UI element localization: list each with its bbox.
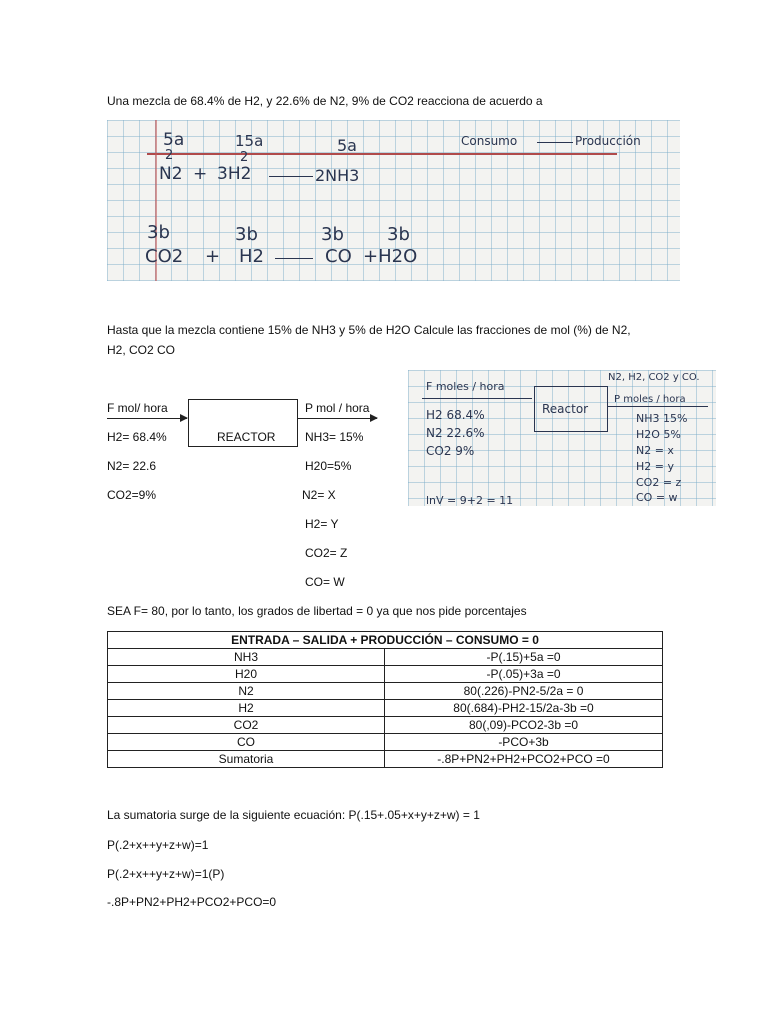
question-line-2: H2, CO2 CO (107, 343, 176, 357)
eq2-co2: CO2 (145, 246, 184, 267)
sketch-bottom-note: lnV = 9+2 = 11 (426, 494, 514, 506)
sketch-reactor-label: Reactor (542, 402, 589, 416)
sketch-feed-h2: H2 68.4% (426, 408, 485, 422)
eq1-3h2: 3H2 (217, 164, 252, 184)
product-h2o: H20=5% (305, 459, 352, 473)
product-label: P mol / hora (305, 401, 370, 415)
eq1-n2: N2 (159, 164, 183, 184)
legend-produccion: Producción (575, 134, 641, 148)
product-h2: H2= Y (305, 517, 339, 531)
den-h2: 2 (240, 150, 249, 165)
eq2-co: CO (325, 246, 352, 267)
eq1-arrow (269, 176, 313, 177)
eq1-plus: + (193, 164, 208, 184)
table-row (108, 700, 663, 717)
equation-cell: -PCO+3b (385, 734, 663, 751)
species-cell: Sumatoria (108, 751, 385, 768)
product-n2: N2= X (302, 488, 336, 502)
table-row (108, 649, 663, 666)
legend-arrow (537, 142, 573, 143)
product-nh3: NH3= 15% (305, 430, 364, 444)
sketch-feed-co2: CO2 9% (426, 444, 475, 458)
eq2-h2: H2 (239, 246, 264, 267)
balance-table (107, 631, 663, 768)
basis-text: SEA F= 80, por lo tanto, los grados de libertad = 0 ya que nos pide porcentajes (107, 604, 527, 618)
table-row (108, 666, 663, 683)
equation-cell: -P(.15)+5a =0 (385, 649, 663, 666)
sketch-feed-n2: N2 22.6% (426, 426, 485, 440)
equation-cell: -.8P+PN2+PH2+PCO2+PCO =0 (385, 751, 663, 768)
sum-line-2: P(.2+x++y+z+w)=1 (107, 838, 209, 852)
eq2-arrow (275, 258, 313, 259)
coef-co2: 3b (147, 222, 170, 243)
sketch-product-h2o: H2O 5% (636, 428, 681, 441)
species-cell: H20 (108, 666, 385, 683)
species-cell: CO (108, 734, 385, 751)
question-line-1: Hasta que la mezcla contiene 15% de NH3 y 5% de H2O Calcule las fracciones de mol (%) de N2, (107, 323, 631, 337)
legend-consumo: Consumo (461, 134, 518, 148)
reactor-sketch-photo (408, 370, 716, 506)
sketch-feed-arrow (422, 398, 532, 399)
feed-co2: CO2=9% (107, 488, 157, 502)
eq2-h2o: +H2O (363, 246, 418, 267)
sum-line-4: -.8P+PN2+PH2+PCO2+PCO=0 (107, 895, 277, 909)
table-row (108, 683, 663, 700)
table-header-row (108, 632, 663, 649)
product-co2: CO2= Z (305, 546, 348, 560)
sketch-product-n2: N2 = x (636, 444, 674, 457)
margin-line (147, 153, 617, 155)
table-row (108, 751, 663, 768)
species-cell: NH3 (108, 649, 385, 666)
sketch-product-co2: CO2 = z (636, 476, 682, 489)
equation-cell: 80(.684)-PH2-15/2a-3b =0 (385, 700, 663, 717)
den-n2: 2 (165, 148, 174, 163)
feed-h2: H2= 68.4% (107, 430, 167, 444)
sketch-product-label: P moles / hora (614, 394, 686, 405)
sketch-top-note: N2, H2, CO2 y CO. (608, 372, 700, 383)
table-row (108, 717, 663, 734)
feed-label: F mol/ hora (107, 401, 168, 415)
eq2-plus: + (205, 246, 221, 267)
reaction-photo (107, 120, 680, 281)
coef-h2: 15a (235, 132, 264, 150)
species-cell: N2 (108, 683, 385, 700)
species-cell: H2 (108, 700, 385, 717)
equation-cell: 80(,09)-PCO2-3b =0 (385, 717, 663, 734)
table-row (108, 734, 663, 751)
coef-n2: 5a (163, 130, 185, 150)
eq1-2nh3: 2NH3 (315, 166, 360, 185)
sum-line-3: P(.2+x++y+z+w)=1(P) (107, 867, 225, 881)
coef-h2o: 3b (387, 224, 410, 245)
species-cell: CO2 (108, 717, 385, 734)
sketch-product-co: CO = w (636, 491, 678, 504)
feed-n2: N2= 22.6 (107, 459, 157, 473)
sketch-product-nh3: NH3 15% (636, 412, 688, 425)
sketch-product-h2: H2 = y (636, 460, 674, 473)
equation-cell: 80(.226)-PN2-5/2a = 0 (385, 683, 663, 700)
coef-nh3: 5a (337, 136, 357, 155)
table-header: ENTRADA – SALIDA + PRODUCCIÓN – CONSUMO = 0 (108, 632, 663, 649)
product-co: CO= W (305, 575, 345, 589)
product-arrow (297, 418, 377, 419)
feed-arrow (107, 418, 187, 419)
sum-line-1: La sumatoria surge de la siguiente ecuación: P(.15+.05+x+y+z+w) = 1 (107, 808, 480, 822)
coef-h2-r2: 3b (235, 224, 258, 245)
sketch-product-arrow (608, 406, 708, 407)
equation-cell: -P(.05)+3a =0 (385, 666, 663, 683)
sketch-feed-label: F moles / hora (426, 380, 505, 393)
reactor-label: REACTOR (217, 430, 276, 444)
intro-text: Una mezcla de 68.4% de H2, y 22.6% de N2, 9% de CO2 reacciona de acuerdo a (107, 94, 543, 108)
coef-co: 3b (321, 224, 344, 245)
